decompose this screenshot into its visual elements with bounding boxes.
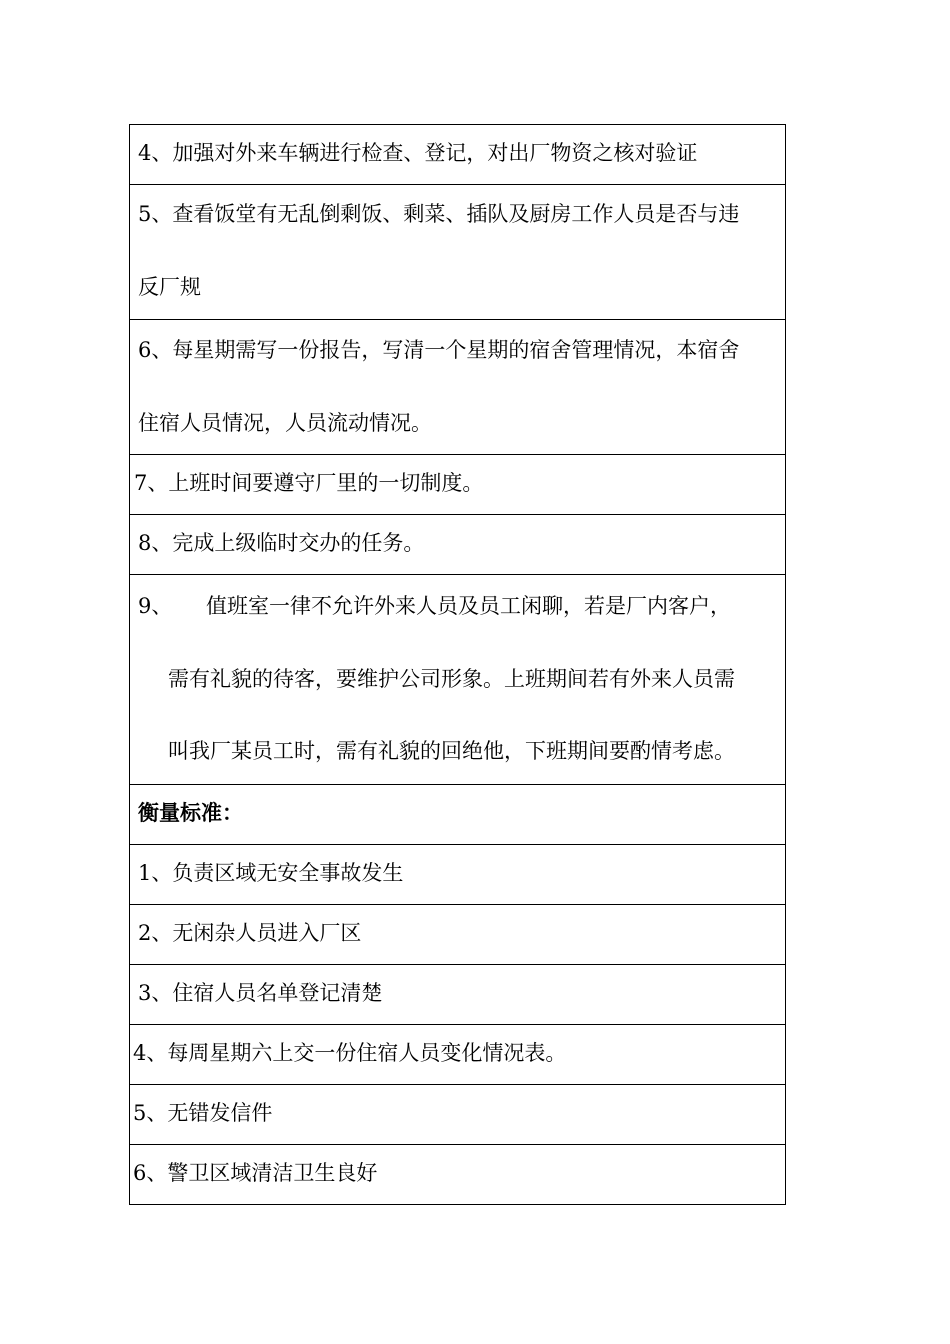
- standard-6-text: 6、警卫区域清洁卫生良好: [133, 1161, 378, 1185]
- duty-4-text: 4、加强对外来车辆进行检查、登记，对出厂物资之核对验证: [138, 141, 698, 165]
- duty-row-9: [130, 575, 786, 785]
- standard-row-4: [130, 1025, 786, 1085]
- standard-row-5: [130, 1085, 786, 1145]
- standard-1-text: 1、负责区域无安全事故发生: [138, 861, 404, 885]
- duties-table: [129, 124, 786, 1205]
- duty-6-line-2: 住宿人员情况，人员流动情况。: [138, 411, 432, 435]
- standard-row-6: [130, 1145, 786, 1205]
- duty-9-line-2: 需有礼貌的待客，要维护公司形象。上班期间若有外来人员需: [168, 667, 735, 691]
- standard-row-1: [130, 845, 786, 905]
- duty-row-5: [130, 185, 786, 320]
- duty-row-4: [130, 125, 786, 185]
- standard-5-text: 5、无错发信件: [133, 1101, 273, 1125]
- standards-heading-row: [130, 785, 786, 845]
- standard-row-2: [130, 905, 786, 965]
- standard-3-text: 3、住宿人员名单登记清楚: [138, 981, 383, 1005]
- duty-8-text: 8、完成上级临时交办的任务。: [138, 531, 425, 555]
- duty-row-7: [130, 455, 786, 515]
- duty-9-number: 9、: [138, 594, 173, 618]
- standards-heading: 衡量标准：: [138, 800, 243, 825]
- duty-6-line-1: 6、每星期需写一份报告，写清一个星期的宿舍管理情况，本宿舍: [138, 338, 740, 362]
- duty-9-line-3: 叫我厂某员工时，需有礼貌的回绝他，下班期间要酌情考虑。: [168, 739, 735, 763]
- standard-row-3: [130, 965, 786, 1025]
- duty-row-8: [130, 515, 786, 575]
- duty-5-line-1: 5、查看饭堂有无乱倒剩饭、剩菜、插队及厨房工作人员是否与违: [138, 202, 740, 226]
- duty-9-line-1: 值班室一律不允许外来人员及员工闲聊，若是厂内客户，: [206, 594, 731, 618]
- standard-4-text: 4、每周星期六上交一份住宿人员变化情况表。: [133, 1041, 567, 1065]
- duty-row-6: [130, 320, 786, 455]
- duty-5-line-2: 反厂规: [138, 275, 201, 299]
- standard-2-text: 2、无闲杂人员进入厂区: [138, 921, 362, 945]
- duty-7-text: 7、上班时间要遵守厂里的一切制度。: [134, 471, 484, 495]
